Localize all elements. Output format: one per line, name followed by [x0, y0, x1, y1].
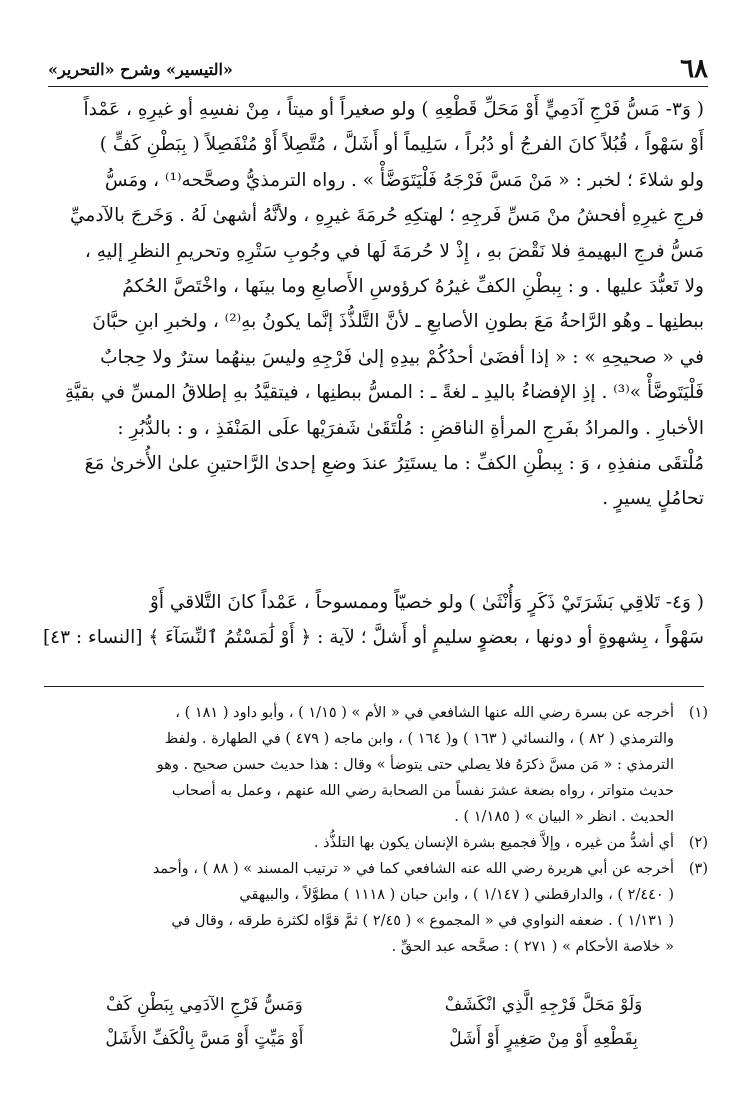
text-line: ( وَ٣- مَسُّ فَرْجِ آدَمِيٍّ أَوْ مَحَلِّ قَطْعِهِ ) ولو صغيراً أو ميتاً ، مِنْ نفسِهِ أو غيرِهِ ، عَمْداً	[83, 99, 704, 120]
footnote-line: « خلاصة الأحكام » ( ٢٧١ ) : صحَّحه عبد الحقِّ .	[391, 939, 674, 955]
paragraph-2	[44, 585, 704, 656]
footnote-line: الترمذي : « مَن مسَّ ذكرَهُ فلا يصلي حتى يتوضأ » وقال : هذا حديث حسن صحيح . وهو	[156, 757, 674, 773]
paragraph-1	[44, 92, 704, 517]
footnote-line: أي أشدُّ من غيره ، وإلاَّ فجميع بشرة الإنسان يكون بها التلذُّذ .	[313, 835, 674, 851]
poem	[60, 988, 688, 1056]
footnote-line: ( ٢/٤٤٠ ) ، والدارقطني ( ١/١٤٧ ) ، وابن حبان ( ١١١٨ ) مطوَّلاً ، والبيهقي	[239, 887, 674, 903]
running-title: «التيسير» وشرح «التحرير»	[48, 59, 233, 79]
text-line: في « صحيحِهِ » : « إذا أفضَىٰ أحدُكُمْ بيدِهِ إلىٰ فَرْجِهِ وليسَ بينهُما سترٌ ولا حِجابٌ	[100, 346, 704, 368]
footnote-text	[40, 830, 674, 856]
text-line: فَلْيَتَوضَّأْ »⁽³⁾ . إذِ الإفضاءُ باليدِ ـ لغةً ـ : المسُّ ببطنِها ، فيتقيَّدُ بهِ إطلاقُ المسِّ في بقيَّةِ	[64, 382, 704, 404]
footnote-separator	[44, 686, 704, 687]
footnote-line: أخرجه عن أبي هريرة رضي الله عنه الشافعي كما في « ترتيب المسند » ( ٨٨ ) ، وأحمد	[152, 861, 674, 877]
footnote-number: (٢)	[688, 835, 708, 851]
text-line: ( وَ٤- تَلاقِي بَشَرَتَيْ ذَكَرٍ وَأُنْثَىٰ ) ولو خصيّاً وممسوحاً ، عَمْداً كانَ التَّلاقي أَوْ	[149, 592, 704, 613]
footnote-line: ( ١/١٣١ ) . ضعفه النواوي في « المجموع » ( ٢/٤٥ ) ثمَّ قوَّاه لكثرة طرقه ، وقال في	[171, 913, 674, 929]
footnote-number: (٣)	[688, 861, 708, 877]
poem-verse	[60, 1022, 688, 1056]
footnote-2	[40, 830, 708, 856]
text-line: ولا تَعبُّدَ عليها . و : بِبطْنِ الكفِّ غيرُهُ كرؤوسِ الأَصابعِ وما بينَها ، واخْتَصَّ الحُكمُ	[122, 276, 704, 298]
text-line: أَوْ سَهْواً ، قُبُلاً كانَ الفرجُ أو دُبُراً ، سَلِيماً أو أَشَلَّ ، مُتَّصِلاً أَوْ مُنْفَصِلاً ( بِبَطْنِ كَفٍّ )	[99, 134, 704, 156]
text-line: ولو شلاءَ ؛ لخبر : « مَنْ مَسَّ فَرْجَهُ فَلْيَتَوَضَّأْ » . رواه الترمذيُّ وصحَّحه⁽¹⁾ ، ومَسُّ	[104, 169, 704, 191]
text-line: فرجِ غيرِهِ أفحشُ منْ مَسِّ فَرجِهِ ؛ لهتكِهِ حُرمَةَ غيرِهِ ، ولأنَّهُ أشهىٰ لَهُ . وَخَرجَ بالآدميِّ	[69, 205, 704, 227]
text-line: تحامُلٍ يسيرٍ .	[602, 488, 704, 510]
text-line: سَهْواً ، بِشهوةٍ أو دونها ، بعضوٍ سليمٍ أو أَشلَّ ؛ لآية : ﴿ أَوْ لَٰمَسْتُمُ ٱلنِّسَآءَ ﴾ [النساء : ٤٣]	[42, 627, 704, 649]
text-line: الأخبارِ . والمرادُ بفَرجِ المرأةِ الناقضِ : مُلْتَقَىٰ شَفرَيْها علَى المَنْفَذِ ، و : بالدُّبُرِ :	[117, 417, 704, 439]
poem-verse	[60, 988, 688, 1022]
text-line: مُلْتقَى منفذِهِ ، وَ : بِبطْنِ الكفِّ : ما يستَتِرُ عندَ وضعِ إحدىٰ الرَّاحتينِ علىٰ الأُخرىٰ مَعَ	[84, 453, 704, 475]
footnotes	[40, 700, 708, 960]
page-header	[48, 52, 708, 87]
poem-hemistich: وَلَوْ مَحَلَّ فَرْجِهِ الَّذِي انْكَشَفْ	[444, 995, 643, 1015]
footnote-3	[40, 856, 708, 960]
footnote-1	[40, 700, 708, 830]
footnote-line: حديث متواتر ، رواه بضعة عشرَ نفساً من الصحابة رضي الله عنهم ، وعمل به أصحاب	[171, 783, 674, 799]
footnote-line: أخرجه عن بسرة رضي الله عنها الشافعي في « الأم » ( ١/١٥ ) ، وأبو داود ( ١٨١ ) ،	[175, 705, 674, 721]
text-line: ببطنِها ـ وهُو الرَّاحةُ مَعَ بطونِ الأصابعِ ـ لأنَّ التَّلذُّذَ إنَّما يكونُ بهِ⁽²⁾ ، ولخبرِ ابنِ حبَّانَ	[92, 311, 704, 333]
footnote-line: والترمذي ( ٨٢ ) ، والنسائي ( ١٦٣ ) و( ١٦٤ ) ، وابن ماجه ( ٤٧٩ ) في الطهارة . ولفظ	[164, 731, 674, 747]
page-number: ٦٨	[680, 54, 708, 84]
footnote-number: (١)	[688, 705, 708, 721]
poem-hemistich: بِقَطْعِهِ أَوْ مِنْ صَغِيرٍ أَوْ أَشَلْ	[449, 1029, 638, 1049]
poem-hemistich: أَوْ مَيِّتٍ أَوْ مَسَّ بِالْكَفِّ الأَشَلْ	[105, 1029, 304, 1049]
footnote-text	[40, 856, 674, 960]
footnote-text	[40, 700, 674, 830]
poem-hemistich: وَمَسُّ فَرْجِ الآدَمِي بِبَطْنِ كَفْ	[106, 995, 303, 1015]
footnote-line: الحديث . انظر « البيان » ( ١/١٨٥ ) .	[454, 809, 674, 825]
text-line: مَسُّ فرجِ البهيمةِ فلا نَقْضَ بهِ ، إِذْ لا حُرمَةَ لَها في وجُوبِ سَتْرِهِ وتحريمِ النظرِ إليهِ ،	[84, 240, 704, 262]
